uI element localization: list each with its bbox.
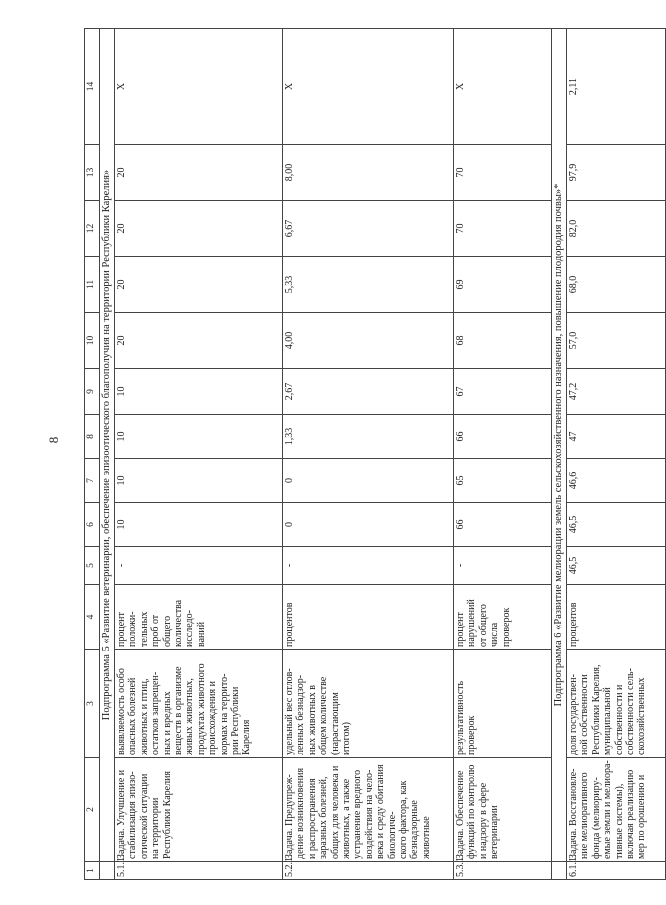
value-cell: 70 — [454, 145, 552, 201]
value-cell: 20 — [115, 201, 283, 257]
value-cell: 0 — [283, 503, 454, 547]
value-cell: 66 — [454, 415, 552, 459]
task-cell: Задача. Восстановле- ние мелиоративного фонда (мелиориру- емые земли и мелиора- тивные системы), включая реализацию мер по орошению и — [567, 758, 666, 862]
task-cell: Задача. Предупреж- дение возникновения и распространения заразных болезней, общих для человека и животных, а также устранение вредного воздействия на чело- века и среду обитания биологиче- ского фактора, как безнадзорные животные — [283, 758, 454, 862]
row-number: 6.1.1. — [567, 862, 666, 880]
header-cell: 5 — [85, 547, 100, 585]
value-cell: 67 — [454, 369, 552, 415]
indicators-table — [84, 28, 666, 880]
header-cell: 1 — [85, 862, 100, 880]
value-cell: 57,0 — [567, 313, 666, 369]
value-cell: 2,67 — [283, 369, 454, 415]
unit-cell: процент положи- тельных проб от общего количества исследо- ваний — [115, 585, 283, 650]
value-cell: 46,6 — [567, 459, 666, 503]
task-cell: Задача. Обеспечение функций по контролю и надзору в сфере ветеринарии — [454, 758, 552, 862]
value-cell: 4,00 — [283, 313, 454, 369]
indicator-cell: результативность проверок — [454, 650, 552, 758]
value-cell: 10 — [115, 415, 283, 459]
value-cell: 68 — [454, 313, 552, 369]
task-cell: Задача. Улучшение и стабилизация эпизо- отической ситуации на территории Республики Карелия — [115, 758, 283, 862]
header-cell: 6 — [85, 503, 100, 547]
header-cell: 3 — [85, 650, 100, 758]
header-cell: 11 — [85, 257, 100, 313]
table-row — [567, 29, 666, 880]
subprogram-title: Подпрограмма 5 «Развитие ветеринарии, обеспечение эпизоотического благополучия на территории Республики Карелия» — [100, 29, 115, 862]
value-cell: 10 — [115, 369, 283, 415]
table-row — [283, 29, 454, 880]
value-cell: 10 — [115, 503, 283, 547]
page-number: 8 — [46, 436, 61, 444]
unit-cell: процентов — [567, 585, 666, 650]
header-cell: 9 — [85, 369, 100, 415]
value-cell: 66 — [454, 503, 552, 547]
value-cell: X — [115, 29, 283, 145]
value-cell: 82,0 — [567, 201, 666, 257]
header-cell: 4 — [85, 585, 100, 650]
value-cell: - — [454, 547, 552, 585]
header-cell: 10 — [85, 313, 100, 369]
value-cell: 46,5 — [567, 547, 666, 585]
value-cell: 68,0 — [567, 257, 666, 313]
value-cell: 5,33 — [283, 257, 454, 313]
row-number: 5.2.1. — [283, 862, 454, 880]
value-cell: 20 — [115, 145, 283, 201]
value-cell: 65 — [454, 459, 552, 503]
value-cell: 0 — [283, 459, 454, 503]
value-cell: 70 — [454, 201, 552, 257]
value-cell: 8,00 — [283, 145, 454, 201]
value-cell: 20 — [115, 313, 283, 369]
row-number: 5.3.1. — [454, 862, 552, 880]
subprogram-row — [100, 29, 115, 880]
subprogram-row — [552, 29, 567, 880]
value-cell: 2,11 — [567, 29, 666, 145]
value-cell: X — [454, 29, 552, 145]
table-row — [115, 29, 283, 880]
rotated-table-container — [84, 30, 648, 880]
value-cell: 20 — [115, 257, 283, 313]
row-number: 5.1.1. — [115, 862, 283, 880]
value-cell: 6,67 — [283, 201, 454, 257]
header-cell: 13 — [85, 145, 100, 201]
value-cell: - — [115, 547, 283, 585]
value-cell: 47 — [567, 415, 666, 459]
indicator-cell: удельный вес отлов- ленных безнадзор- ных животных в общем количестве (нарастающим итогом) — [283, 650, 454, 758]
indicator-cell: выявляемость особо опасных болезней животных и птиц, остатков запрещен- ных и вредных веществ в организме живых животных, продуктах животного происхождения и кормах на террито- рии Республики Карелия — [115, 650, 283, 758]
subprogram-title: Подпрограмма 6 «Развитие мелиорации земель сельскохозяйственного назначения, повышение плодородия почвы»* — [552, 29, 567, 862]
value-cell: 1,33 — [283, 415, 454, 459]
indicator-cell: доля государствен- ной собственности Республики Карелия, муниципальной собственности и собственности сель- скохозяйственных — [567, 650, 666, 758]
value-cell: 97,9 — [567, 145, 666, 201]
header-cell: 14 — [85, 29, 100, 145]
header-row — [85, 29, 100, 880]
header-cell: 7 — [85, 459, 100, 503]
unit-cell: процентов — [283, 585, 454, 650]
value-cell: 69 — [454, 257, 552, 313]
table-row — [454, 29, 552, 880]
header-cell: 8 — [85, 415, 100, 459]
header-cell: 12 — [85, 201, 100, 257]
value-cell: 47,2 — [567, 369, 666, 415]
value-cell: - — [283, 547, 454, 585]
value-cell: 46,5 — [567, 503, 666, 547]
header-cell: 2 — [85, 758, 100, 862]
value-cell: 10 — [115, 459, 283, 503]
value-cell: X — [283, 29, 454, 145]
unit-cell: процент нарушений от общего числа проверок — [454, 585, 552, 650]
